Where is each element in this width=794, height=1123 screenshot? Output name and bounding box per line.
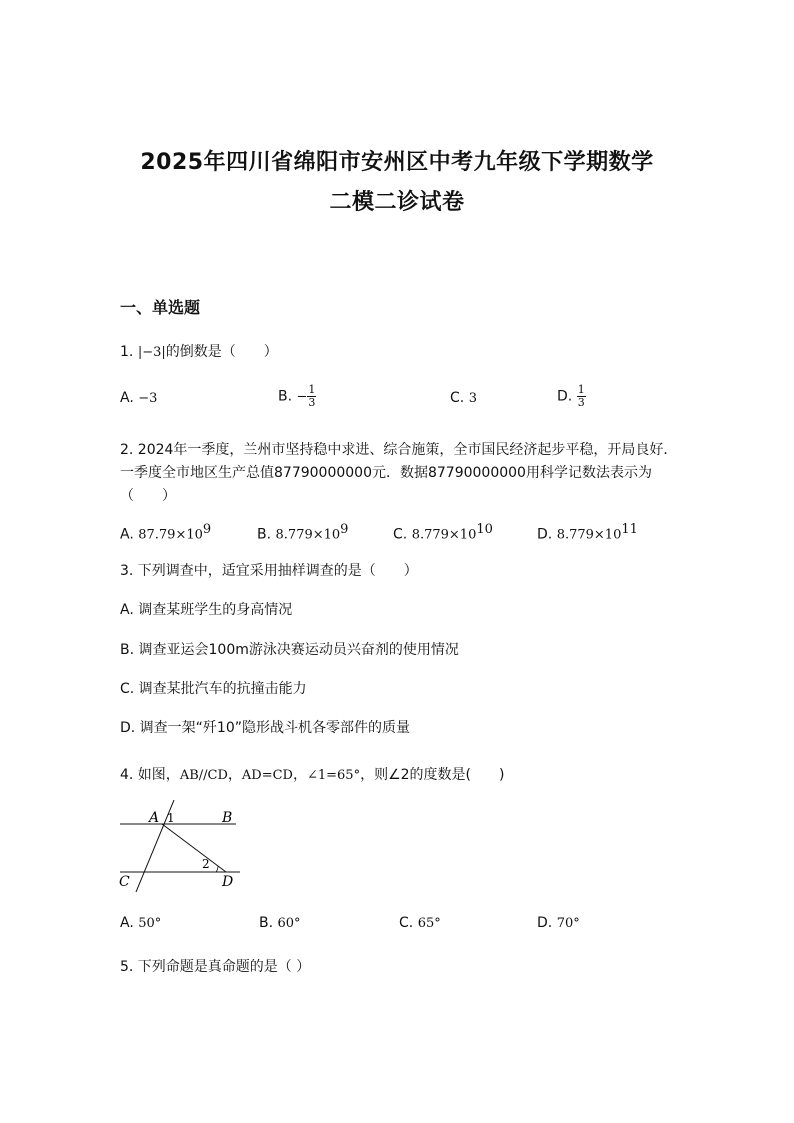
q1-option-b-fraction	[307, 384, 316, 409]
q2-option-a[interactable]	[120, 522, 211, 543]
segment-ad	[162, 824, 226, 872]
q4-option-a-label: A.	[120, 915, 134, 931]
q4-option-b-label: B.	[259, 915, 274, 931]
q4-geometry-figure	[116, 800, 246, 892]
question-4-condition-equal: AD=CD	[241, 768, 293, 783]
q1-option-a-value: −3	[138, 391, 158, 406]
q1-option-b-numerator: 1	[308, 383, 316, 396]
q2-option-c-label: C.	[393, 526, 408, 543]
q1-option-c[interactable]	[450, 390, 477, 406]
question-4-prefix: 4. 如图，	[120, 767, 180, 783]
question-1-absolute-value: |−3|	[137, 345, 166, 360]
q4-option-a-value: 50°	[138, 916, 162, 931]
angle-2-label: 2	[202, 857, 210, 871]
q2-option-c-mantissa: 8.779×10	[411, 527, 477, 543]
q2-option-b-label: B.	[257, 526, 272, 543]
question-4-separator-2: ，	[292, 767, 307, 783]
question-4-condition-angle: ∠1=65°	[306, 768, 361, 783]
q2-option-d-exponent: 11	[621, 522, 638, 537]
question-1-number: 1.	[120, 344, 134, 360]
q4-option-d-value: 70°	[556, 916, 580, 931]
q1-option-b[interactable]	[278, 384, 316, 409]
question-5: 5. 下列命题是真命题的是（ ）	[120, 959, 311, 975]
q4-option-c-label: C.	[399, 915, 414, 931]
point-c-label: C	[119, 874, 130, 890]
question-3: 3. 下列调查中，适宜采用抽样调查的是（ ）	[120, 563, 418, 579]
q4-option-d[interactable]	[537, 915, 580, 931]
q3-option-b[interactable]: B. 调查亚运会100m游泳决赛运动员兴奋剂的使用情况	[120, 642, 459, 658]
q1-option-b-label: B.	[278, 388, 293, 405]
angle-1-label: 1	[167, 811, 175, 825]
section-heading-single-choice: 一、单选题	[120, 298, 201, 317]
q3-option-a[interactable]: A. 调查某班学生的身高情况	[120, 602, 293, 618]
q2-option-b-exponent: 9	[340, 522, 349, 537]
q1-option-d[interactable]	[557, 384, 586, 409]
q4-option-b-value: 60°	[277, 916, 301, 931]
q1-option-a[interactable]	[120, 390, 157, 406]
q2-option-d-label: D.	[537, 526, 553, 543]
q1-option-a-label: A.	[120, 390, 134, 406]
q4-option-c-value: 65°	[417, 916, 441, 931]
q2-option-a-mantissa: 87.79×10	[138, 527, 203, 543]
question-4-condition-parallel: AB//CD	[179, 768, 228, 783]
q2-option-a-label: A.	[120, 526, 134, 543]
point-a-label: A	[149, 810, 160, 826]
question-1-tail: 的倒数是（ ）	[165, 344, 278, 360]
q1-option-c-label: C.	[450, 390, 465, 406]
q1-option-c-value: 3	[468, 391, 477, 406]
q4-option-d-label: D.	[537, 915, 553, 931]
q3-option-d[interactable]: D. 调查一架“歼10”隐形战斗机各零部件的质量	[120, 720, 410, 736]
question-1	[120, 341, 680, 364]
q4-option-b[interactable]	[259, 915, 301, 931]
q2-option-b[interactable]	[257, 522, 348, 543]
q2-option-c[interactable]	[393, 522, 493, 543]
q1-option-d-denominator: 3	[577, 396, 585, 409]
question-1-abs-content: −3	[142, 345, 162, 360]
question-4-separator-1: ，	[227, 767, 242, 783]
q1-option-d-label: D.	[557, 388, 573, 405]
q3-option-c[interactable]: C. 调查某批汽车的抗撞击能力	[120, 681, 307, 697]
q2-option-b-mantissa: 8.779×10	[275, 527, 341, 543]
question-2: 2. 2024年一季度，兰州市坚持稳中求进、综合施策，全市国民经济起步平稳，开局良好．一季度全市地区生产总值87790000000元．数据87790000000用科学记数法表示为（ ）	[120, 442, 678, 504]
q1-option-d-fraction	[577, 384, 586, 409]
q4-option-a[interactable]	[120, 915, 161, 931]
point-b-label: B	[222, 810, 233, 826]
q2-option-d-mantissa: 8.779×10	[556, 527, 622, 543]
question-4-suffix: ，则∠2的度数是( )	[360, 767, 505, 783]
q4-option-c[interactable]	[399, 915, 441, 931]
q1-option-d-numerator: 1	[577, 383, 585, 396]
exam-title-line1: 2025年四川省绵阳市安州区中考九年级下学期数学	[140, 150, 654, 175]
q2-option-a-exponent: 9	[202, 522, 212, 537]
q1-option-b-denominator: 3	[308, 396, 316, 409]
q2-option-d[interactable]	[537, 522, 638, 543]
angle-2-arc	[216, 866, 218, 872]
point-d-label: D	[222, 874, 234, 890]
question-4	[120, 764, 680, 787]
exam-title-line2: 二模二诊试卷	[329, 190, 465, 215]
q2-option-c-exponent: 10	[476, 522, 493, 537]
q1-option-b-sign: −	[296, 389, 308, 405]
